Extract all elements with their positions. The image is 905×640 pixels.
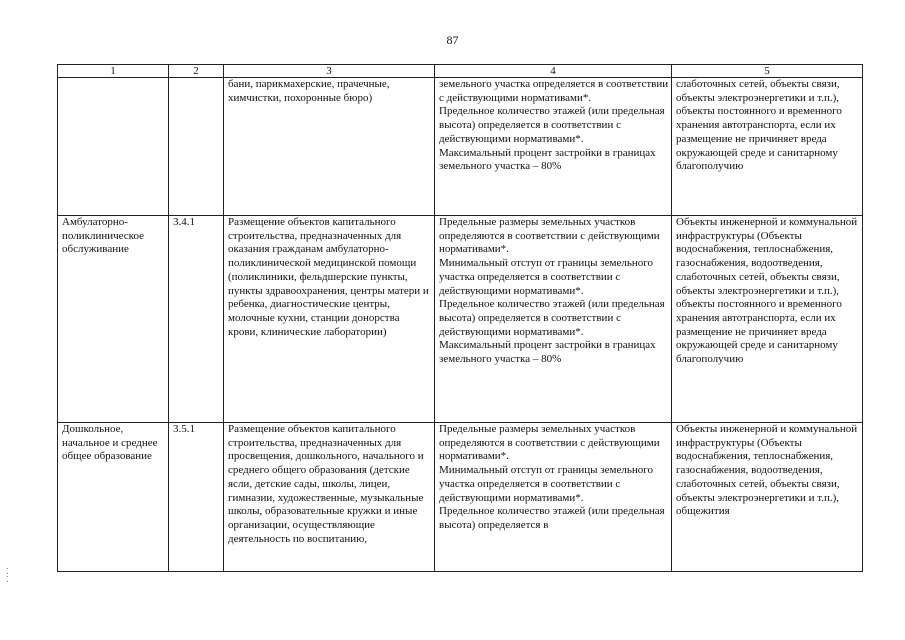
table-header-row <box>58 65 863 78</box>
table-row <box>58 216 863 423</box>
auxiliary-uses: Объекты инженерной и коммунальной инфраструктуры (Объекты водоснабжения, теплоснабжения, газоснабжения, водоотведения, слаботочных сетей, объекты связи, объекты электроэнергетики и т.п.), объекты постоянного и временного хранения автотранспорта, если их размещение не причиняет вреда окружающей среде и санитарному благополучию <box>676 216 858 366</box>
column-header-2: 2 <box>169 65 224 78</box>
use-code <box>173 78 221 215</box>
table-row <box>58 78 863 216</box>
use-parameters <box>439 423 669 571</box>
use-description: бани, парикмахерские, прачечные, химчистки, похоронные бюро) <box>228 78 390 104</box>
parameter-text: Предельные размеры земельных участков определяются в соответствии с действующими нормативами*. <box>439 423 660 463</box>
page-number: 87 <box>446 33 459 47</box>
auxiliary-uses: Объекты инженерной и коммунальной инфраструктуры (Объекты водоснабжения, теплоснабжения, газоснабжения, водоотведения, слаботочных сетей, объекты связи, объекты электроэнергетики и т.п.), общежития <box>676 423 858 518</box>
use-name <box>62 78 166 215</box>
parameter-text: Максимальный процент застройки в границах земельного участка – 80% <box>439 339 656 366</box>
column-header-5: 5 <box>672 65 863 78</box>
use-parameters <box>439 78 669 215</box>
use-code: 3.5.1 <box>173 423 195 435</box>
auxiliary-uses: слаботочных сетей, объекты связи, объекты электроэнергетики и т.п.), объекты постоянного и временного хранения автотранспорта, если их размещение не причиняет вреда окружающей среде и санитарному благополучию <box>676 78 842 173</box>
table-row <box>58 423 863 572</box>
parameter-text: Максимальный процент застройки в границах земельного участка – 80% <box>439 146 656 173</box>
zoning-table <box>57 64 863 572</box>
column-header-4: 4 <box>435 65 672 78</box>
parameter-text: Предельное количество этажей (или предельная высота) определяется в <box>439 505 665 531</box>
use-description: Размещение объектов капитального строительства, предназначенных для просвещения, дошкольного, начального и среднего общего образования (детские ясли, детские сады, школы, лицеи, гимназии, художественные, музыкальные школы, образовательные кружки и иные организации, осуществляющие деятельность по воспитанию, <box>228 423 424 545</box>
use-description: Размещение объектов капитального строительства, предназначенных для оказания гражданам амбулаторно-поликлинической медицинской помощи (поликлиники, фельдшерские пункты, пункты здравоохранения, центры матери и ребенка, диагностические центры, молочные кухни, станции донорства крови, клинические лаборатории) <box>228 216 429 338</box>
parameter-text: Минимальный отступ от границы земельного участка определяется в соответствии с действующими нормативами*. <box>439 464 654 504</box>
use-parameters <box>439 216 669 422</box>
parameter-text: Предельное количество этажей (или предельная высота) определяется в соответствии с действующими нормативами*. <box>439 105 665 145</box>
margin-scan-marks: ⁚ ⁚ <box>6 567 9 584</box>
use-name: Дошкольное, начальное и среднее общее образование <box>62 423 158 463</box>
use-code: 3.4.1 <box>173 216 195 228</box>
column-header-1: 1 <box>58 65 169 78</box>
parameter-text: земельного участка определяется в соответствии с действующими нормативами*. <box>439 78 669 104</box>
column-header-3: 3 <box>224 65 435 78</box>
parameter-text: Минимальный отступ от границы земельного участка определяется в соответствии с действующими нормативами*. <box>439 257 654 297</box>
use-name: Амбулаторно-поликлиническое обслуживание <box>62 216 144 256</box>
parameter-text: Предельное количество этажей (или предельная высота) определяется в соответствии с действующими нормативами*. <box>439 298 665 338</box>
parameter-text: Предельные размеры земельных участков определяются в соответствии с действующими нормативами*. <box>439 216 660 256</box>
